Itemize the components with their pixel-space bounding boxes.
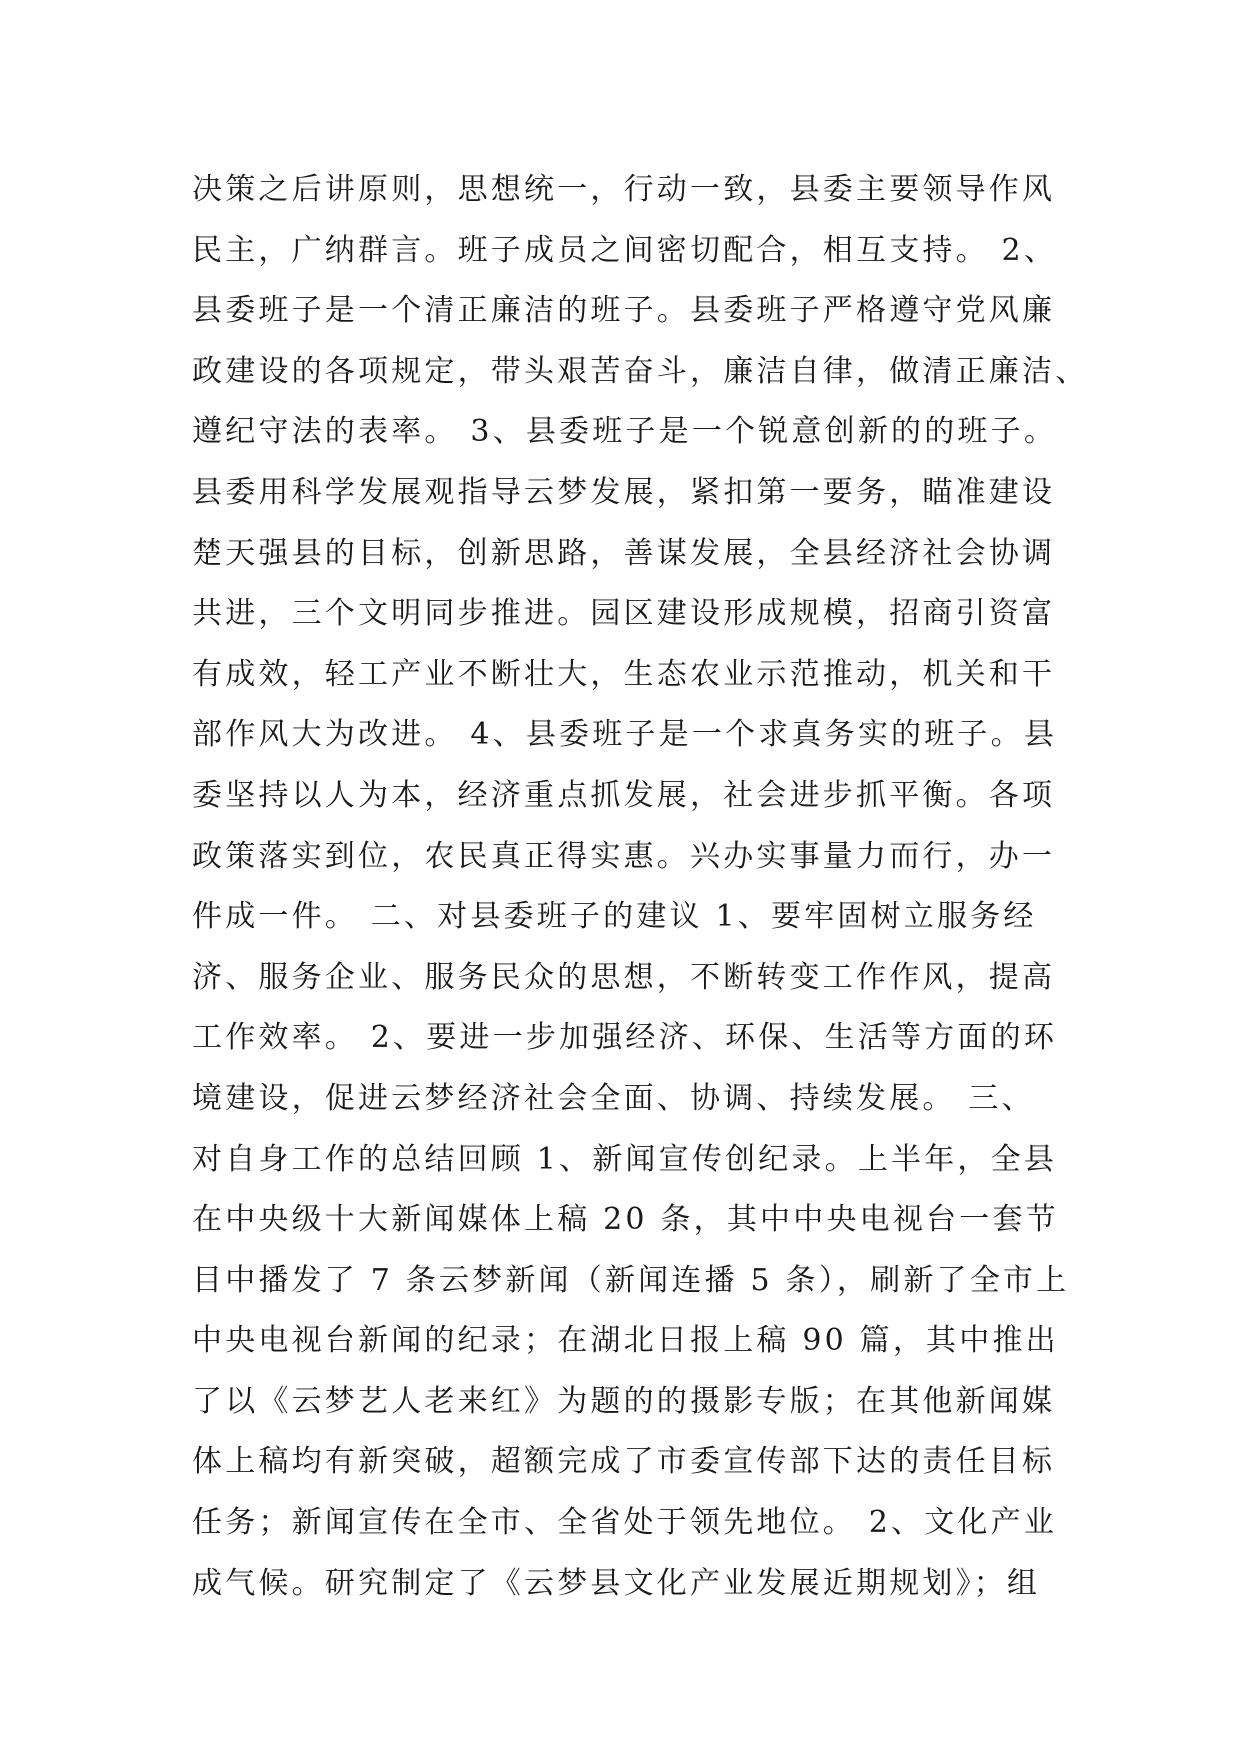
text-line: 委坚持以人为本，经济重点抓发展，社会进步抓平衡。各项 xyxy=(192,777,1056,813)
text-line: 政建设的各项规定，带头艰苦奋斗，廉洁自律，做清正廉洁、 xyxy=(192,353,1089,389)
text-line: 有成效，轻工产业不断壮大，生态农业示范推动，机关和干 xyxy=(192,656,1056,692)
text-line: 遵纪守法的表率。 3、县委班子是一个锐意创新的的班子。 xyxy=(192,414,1058,450)
text-line: 体上稿均有新突破，超额完成了市委宣传部下达的责任目标 xyxy=(192,1444,1056,1480)
text-line: 县委用科学发展观指导云梦发展，紧扣第一要务，瞄准建设 xyxy=(192,474,1056,510)
text-line: 共进，三个文明同步推进。园区建设形成规模，招商引资富 xyxy=(192,596,1056,632)
text-line: 部作风大为改进。 4、县委班子是一个求真务实的班子。县 xyxy=(192,717,1058,753)
text-line: 对自身工作的总结回顾 1、新闻宣传创纪录。上半年，全县 xyxy=(192,1141,1058,1177)
text-line: 政策落实到位，农民真正得实惠。兴办实事量力而行，办一 xyxy=(192,838,1056,874)
text-line: 民主，广纳群言。班子成员之间密切配合，相互支持。 2、 xyxy=(192,232,1058,268)
text-line: 济、服务企业、服务民众的思想，不断转变工作作风，提高 xyxy=(192,959,1056,995)
text-line: 成气候。研究制定了《云梦县文化产业发展近期规划》；组 xyxy=(192,1565,1041,1601)
text-line: 中央电视台新闻的纪录；在湖北日报上稿 90 篇，其中推出 xyxy=(192,1323,1059,1359)
body-text xyxy=(192,160,1089,1614)
text-line: 工作效率。 2、要进一步加强经济、环保、生活等方面的环 xyxy=(192,1020,1058,1056)
text-line: 楚天强县的目标，创新思路，善谋发展，全县经济社会协调 xyxy=(192,535,1056,571)
text-line: 任务；新闻宣传在全市、全省处于领先地位。 2、文化产业 xyxy=(192,1505,1058,1541)
text-line: 目中播发了 7 条云梦新闻（新闻连播 5 条），刷新了全市上 xyxy=(192,1262,1070,1298)
text-line: 决策之后讲原则，思想统一，行动一致，县委主要领导作风 xyxy=(192,172,1056,207)
text-line: 了以《云梦艺人老来红》为题的的摄影专版；在其他新闻媒 xyxy=(192,1383,1056,1419)
text-line: 境建设，促进云梦经济社会全面、协调、持续发展。 三、 xyxy=(192,1080,1035,1116)
text-line: 县委班子是一个清正廉洁的班子。县委班子严格遵守党风廉 xyxy=(192,293,1056,329)
text-line: 在中央级十大新闻媒体上稿 20 条，其中中央电视台一套节 xyxy=(192,1202,1059,1238)
text-line: 件成一件。 二、对县委班子的建议 1、要牢固树立服务经 xyxy=(192,899,1037,935)
